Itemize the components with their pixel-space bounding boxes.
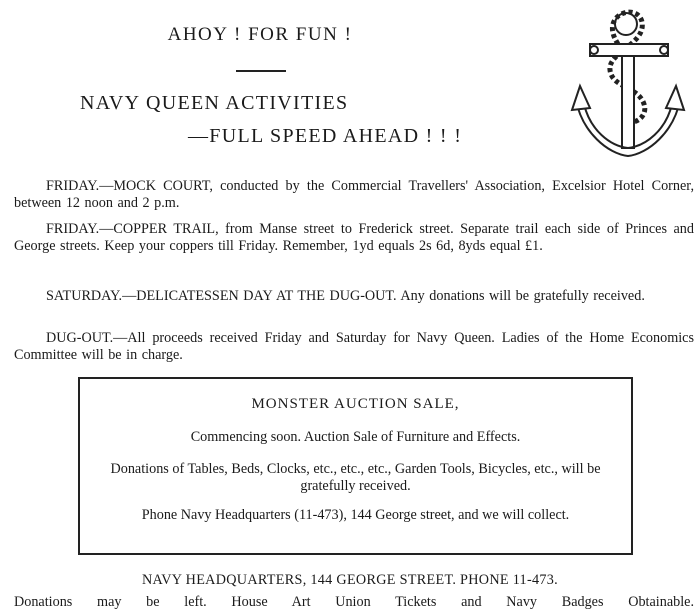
paragraph-delicatessen: SATURDAY.—DELICATESSEN DAY AT THE DUG-OUT. Any donations will be gratefully received.: [46, 288, 645, 304]
title-line-2: —FULL SPEED AHEAD ! ! !: [188, 125, 463, 147]
headline: AHOY ! FOR FUN !: [167, 24, 353, 45]
auction-line-1: Commencing soon. Auction Sale of Furniture and Effects.: [190, 429, 521, 445]
divider-rule: [236, 70, 286, 72]
paragraph-copper-trail: FRIDAY.—COPPER TRAIL, from Manse street to Frederick street. Separate trail each side of Princes and George streets. Keep your coppers till Friday. Remember, 1yd equals 2s 6d, 8yds equal £1.: [14, 221, 694, 254]
footer-headquarters: NAVY HEADQUARTERS, 144 GEORGE STREET. PHONE 11-473.: [141, 572, 559, 588]
title-line-1: NAVY QUEEN ACTIVITIES: [80, 92, 349, 114]
auction-title: MONSTER AUCTION SALE,: [251, 396, 460, 412]
auction-box: [78, 377, 633, 555]
footer-donations: Donations may be left. House Art Union Tickets and Navy Badges Obtainable.: [14, 594, 694, 610]
paragraph-dug-out: DUG-OUT.—All proceeds received Friday and Saturday for Navy Queen. Ladies of the Home Economics Committee will be in charge.: [14, 330, 694, 363]
anchor-icon: [568, 4, 688, 162]
auction-line-3: Phone Navy Headquarters (11-473), 144 George street, and we will collect.: [141, 507, 570, 523]
paragraph-mock-court: FRIDAY.—MOCK COURT, conducted by the Commercial Travellers' Association, Excelsior Hotel Corner, between 12 noon and 2 p.m.: [14, 178, 694, 211]
auction-line-2: Donations of Tables, Beds, Clocks, etc., etc., etc., Garden Tools, Bicycles, etc., will be gratefully received.: [110, 461, 601, 494]
